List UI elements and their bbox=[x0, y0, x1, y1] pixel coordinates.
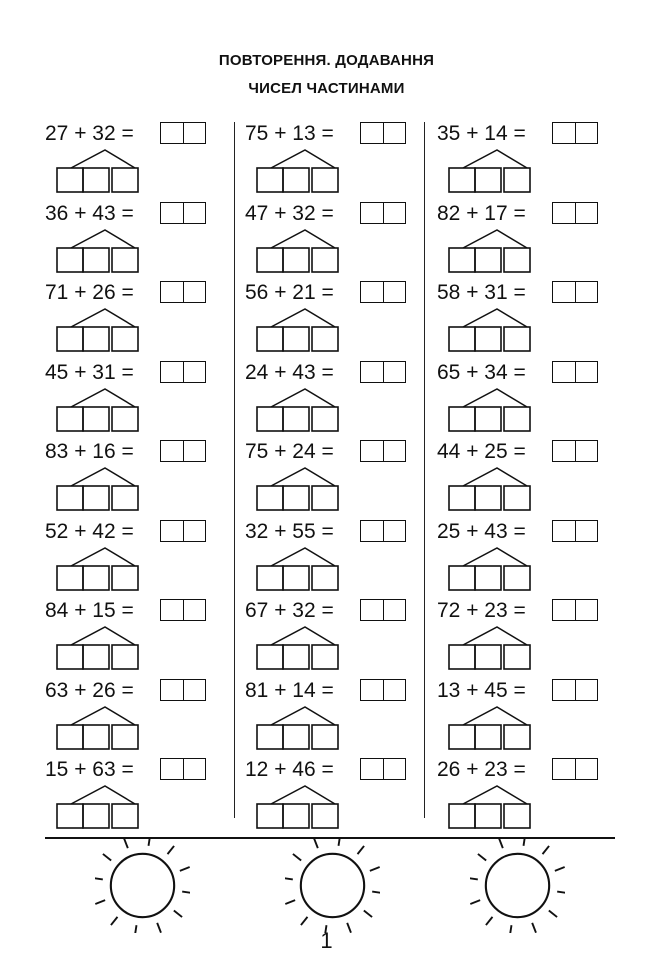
answer-box[interactable] bbox=[552, 520, 598, 542]
equation-text: 27 + 32 = bbox=[45, 122, 134, 145]
problem-item bbox=[45, 675, 230, 755]
sun-icon-2 bbox=[285, 838, 380, 938]
problem-item bbox=[245, 675, 430, 755]
decomposition-boxes[interactable] bbox=[55, 782, 135, 830]
equation-text: 15 + 63 = bbox=[45, 758, 134, 781]
decomposition-boxes[interactable] bbox=[55, 146, 135, 194]
answer-box[interactable] bbox=[160, 599, 206, 621]
problem-item bbox=[245, 357, 430, 437]
answer-box[interactable] bbox=[552, 202, 598, 224]
decomposition-boxes[interactable] bbox=[255, 544, 335, 592]
equation-text: 84 + 15 = bbox=[45, 599, 134, 622]
decomposition-boxes[interactable] bbox=[55, 464, 135, 512]
decomposition-boxes[interactable] bbox=[447, 703, 527, 751]
problem-item bbox=[45, 198, 230, 278]
problem-item bbox=[45, 754, 230, 834]
decomposition-boxes[interactable] bbox=[55, 305, 135, 353]
decomposition-boxes[interactable] bbox=[255, 146, 335, 194]
column-divider-1 bbox=[234, 122, 235, 818]
answer-box[interactable] bbox=[160, 281, 206, 303]
decomposition-boxes[interactable] bbox=[255, 703, 335, 751]
answer-box[interactable] bbox=[360, 520, 406, 542]
equation-text: 65 + 34 = bbox=[437, 360, 526, 384]
equation-text: 72 + 23 = bbox=[437, 599, 526, 622]
sun-icon-3 bbox=[470, 838, 565, 938]
answer-box[interactable] bbox=[360, 281, 406, 303]
equation-text: 75 + 24 = bbox=[245, 440, 334, 463]
problem-item bbox=[245, 198, 430, 278]
equation-text: 44 + 25 = bbox=[437, 440, 526, 463]
answer-box[interactable] bbox=[160, 679, 206, 701]
decomposition-boxes[interactable] bbox=[55, 544, 135, 592]
equation-text: 58 + 31 = bbox=[437, 281, 526, 304]
decomposition-boxes[interactable] bbox=[55, 385, 135, 433]
sun-icon-1 bbox=[95, 838, 190, 938]
page-number: 1 bbox=[320, 928, 333, 953]
decomposition-boxes[interactable] bbox=[447, 623, 527, 671]
answer-box[interactable] bbox=[552, 440, 598, 462]
answer-box[interactable] bbox=[360, 361, 406, 383]
title-line-1: ПОВТОРЕННЯ. ДОДАВАННЯ bbox=[218, 52, 435, 69]
equation-text: 67 + 32 = bbox=[245, 599, 334, 622]
equation-text: 52 + 42 = bbox=[45, 519, 134, 543]
decomposition-boxes[interactable] bbox=[255, 226, 335, 274]
answer-box[interactable] bbox=[160, 758, 206, 780]
problem-item bbox=[245, 516, 430, 596]
problem-item bbox=[437, 118, 622, 198]
problem-item bbox=[245, 436, 430, 516]
equation-text: 12 + 46 = bbox=[245, 758, 334, 781]
problem-item bbox=[437, 754, 622, 834]
decomposition-boxes[interactable] bbox=[255, 623, 335, 671]
equation-text: 82 + 17 = bbox=[437, 201, 526, 225]
answer-box[interactable] bbox=[160, 361, 206, 383]
problem-item bbox=[437, 436, 622, 516]
problem-item bbox=[245, 595, 430, 675]
title-line-2: ЧИСЕЛ ЧАСТИНАМИ bbox=[248, 80, 405, 97]
problem-item bbox=[437, 516, 622, 596]
equation-text: 47 + 32 = bbox=[245, 201, 334, 225]
problem-item bbox=[437, 357, 622, 437]
problem-item bbox=[45, 277, 230, 357]
answer-box[interactable] bbox=[360, 440, 406, 462]
answer-box[interactable] bbox=[552, 122, 598, 144]
equation-text: 36 + 43 = bbox=[45, 201, 134, 225]
problem-item bbox=[437, 198, 622, 278]
column-divider-2 bbox=[424, 122, 425, 818]
problem-item bbox=[437, 675, 622, 755]
answer-box[interactable] bbox=[552, 599, 598, 621]
problem-item bbox=[245, 118, 430, 198]
equation-text: 71 + 26 = bbox=[45, 281, 134, 304]
equation-text: 81 + 14 = bbox=[245, 678, 334, 702]
answer-box[interactable] bbox=[360, 758, 406, 780]
equation-text: 45 + 31 = bbox=[45, 360, 134, 384]
decomposition-boxes[interactable] bbox=[55, 623, 135, 671]
answer-box[interactable] bbox=[552, 361, 598, 383]
decomposition-boxes[interactable] bbox=[255, 464, 335, 512]
equation-text: 32 + 55 = bbox=[245, 519, 334, 543]
decomposition-boxes[interactable] bbox=[447, 146, 527, 194]
decomposition-boxes[interactable] bbox=[255, 782, 335, 830]
decomposition-boxes[interactable] bbox=[447, 782, 527, 830]
answer-box[interactable] bbox=[552, 679, 598, 701]
equation-text: 25 + 43 = bbox=[437, 519, 526, 543]
decomposition-boxes[interactable] bbox=[447, 464, 527, 512]
decomposition-boxes[interactable] bbox=[55, 703, 135, 751]
answer-box[interactable] bbox=[160, 122, 206, 144]
equation-text: 35 + 14 = bbox=[437, 122, 526, 145]
decomposition-boxes[interactable] bbox=[255, 305, 335, 353]
problem-item bbox=[437, 595, 622, 675]
problem-item bbox=[45, 516, 230, 596]
equation-text: 63 + 26 = bbox=[45, 678, 134, 702]
decomposition-boxes[interactable] bbox=[55, 226, 135, 274]
equation-text: 26 + 23 = bbox=[437, 758, 526, 781]
answer-box[interactable] bbox=[360, 599, 406, 621]
decomposition-boxes[interactable] bbox=[447, 544, 527, 592]
answer-box[interactable] bbox=[360, 202, 406, 224]
equation-text: 24 + 43 = bbox=[245, 360, 334, 384]
decomposition-boxes[interactable] bbox=[255, 385, 335, 433]
equation-text: 13 + 45 = bbox=[437, 678, 526, 702]
answer-box[interactable] bbox=[160, 520, 206, 542]
problem-item bbox=[45, 118, 230, 198]
problem-item bbox=[45, 357, 230, 437]
problem-item bbox=[45, 595, 230, 675]
answer-box[interactable] bbox=[552, 758, 598, 780]
equation-text: 83 + 16 = bbox=[45, 440, 134, 463]
answer-box[interactable] bbox=[160, 202, 206, 224]
decomposition-boxes[interactable] bbox=[447, 226, 527, 274]
problem-item bbox=[45, 436, 230, 516]
decomposition-boxes[interactable] bbox=[447, 385, 527, 433]
equation-text: 75 + 13 = bbox=[245, 122, 334, 145]
answer-box[interactable] bbox=[552, 281, 598, 303]
problem-item bbox=[437, 277, 622, 357]
problem-item bbox=[245, 277, 430, 357]
equation-text: 56 + 21 = bbox=[245, 281, 334, 304]
answer-box[interactable] bbox=[360, 122, 406, 144]
answer-box[interactable] bbox=[160, 440, 206, 462]
decomposition-boxes[interactable] bbox=[447, 305, 527, 353]
answer-box[interactable] bbox=[360, 679, 406, 701]
problem-item bbox=[245, 754, 430, 834]
